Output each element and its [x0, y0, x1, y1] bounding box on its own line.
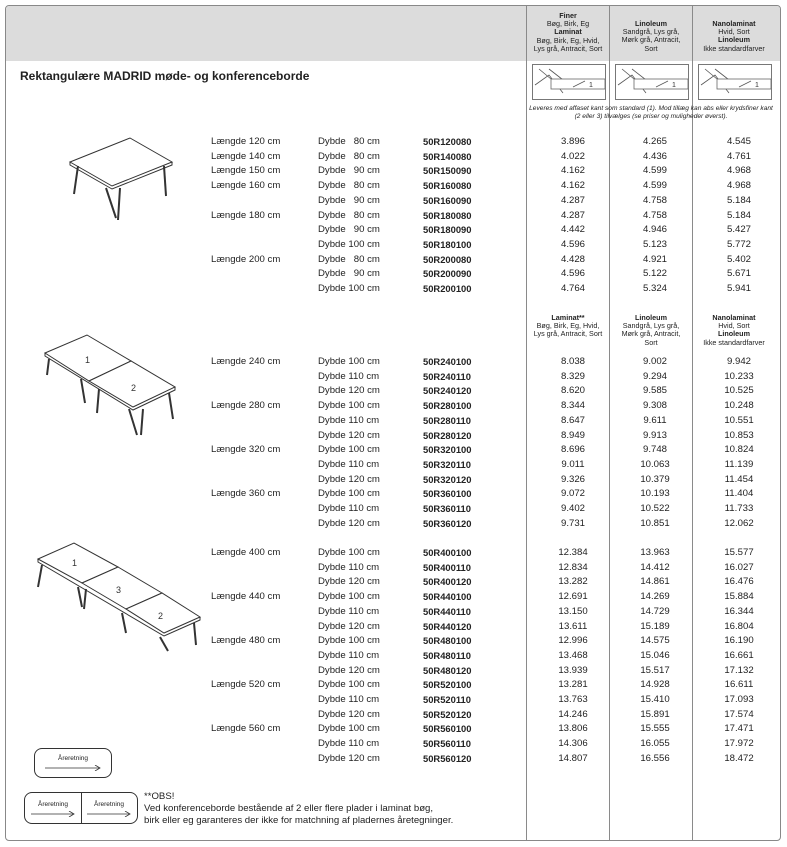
price-linoleum: 5.324 [642, 283, 667, 294]
length-cell: Længde 160 cm [211, 180, 281, 192]
product-code: 50R480120 [423, 664, 472, 676]
depth-cell: Dybde 110 cm [318, 458, 380, 470]
price-nanolaminat: 11.733 [724, 503, 754, 514]
header2-col-nanolaminat: Nanolaminat Hvid, Sort Linoleum Ikke standardfarver [703, 313, 765, 347]
product-code: 50R560120 [423, 752, 472, 764]
price-nanolaminat: 15.577 [724, 547, 754, 558]
length-cell: Længde 360 cm [211, 488, 281, 500]
depth-cell: Dybde 120 cm [318, 620, 380, 632]
depth-cell: Dybde 100 cm [318, 723, 380, 735]
price-nanolaminat: 10.525 [724, 385, 754, 397]
edge-note: Leveres med affaset kant som standard (1). Mod tillæg kan abs eller krydsfiner kant (2 eller 3) tilvælges (se priser og muligheder øverst). [529, 105, 773, 120]
product-code: 50R560100 [423, 723, 472, 735]
price-nanolaminat: 16.611 [724, 679, 754, 691]
depth-cell: Dybde 120 cm [318, 517, 380, 529]
product-code: 50R180090 [423, 224, 472, 236]
depth-cell: Dybde 90 cm [318, 224, 380, 236]
header2-col-laminat: Laminat** Bøg, Birk, Eg, Hvid, Lys grå, Antracit, Sort [533, 313, 603, 339]
product-code: 50R120080 [423, 136, 472, 147]
depth-cell: Dybde 120 cm [318, 752, 380, 764]
price-row [6, 620, 780, 634]
product-code: 50R320120 [423, 473, 472, 485]
product-code: 50R160080 [423, 180, 472, 192]
price-row [6, 179, 780, 193]
price-row [6, 634, 780, 648]
price-nanolaminat: 16.661 [724, 649, 754, 661]
product-code: 50R320100 [423, 444, 472, 456]
price-linoleum: 10.522 [640, 503, 670, 514]
product-code: 50R240120 [423, 385, 472, 397]
grain-direction-icon: Åreretning [34, 748, 112, 778]
depth-cell: Dybde 120 cm [318, 576, 380, 588]
depth-cell: Dybde 100 cm [318, 488, 380, 500]
price-linoleum: 10.063 [640, 458, 670, 470]
price-nanolaminat: 16.344 [724, 605, 754, 617]
price-linoleum: 9.913 [642, 429, 667, 441]
edge-profile-icon [698, 64, 772, 100]
price-laminat: 14.246 [558, 708, 588, 720]
price-linoleum: 4.265 [642, 136, 667, 147]
price-row [6, 502, 780, 516]
price-nanolaminat: 16.190 [724, 635, 754, 647]
depth-cell: Dybde 100 cm [318, 238, 380, 250]
length-cell: Længde 560 cm [211, 723, 281, 735]
price-laminat: 4.162 [560, 165, 585, 177]
price-row [6, 429, 780, 443]
price-laminat: 12.996 [558, 635, 588, 647]
price-laminat: 8.038 [560, 356, 585, 367]
depth-cell: Dybde 100 cm [318, 283, 380, 294]
edge-profile-icon [532, 64, 606, 100]
product-code: 50R360110 [423, 503, 471, 514]
price-laminat: 13.939 [558, 664, 588, 676]
price-row [6, 194, 780, 208]
price-laminat: 13.150 [558, 605, 588, 617]
depth-cell: Dybde 100 cm [318, 679, 380, 691]
depth-cell: Dybde 80 cm [318, 253, 380, 265]
product-code: 50R160090 [423, 194, 472, 206]
depth-cell: Dybde 80 cm [318, 209, 380, 221]
header-col-nanolaminat: Nanolaminat Hvid, Sort Linoleum Ikke standardfarver [703, 19, 765, 53]
price-linoleum: 9.308 [642, 400, 667, 412]
price-row [6, 678, 780, 692]
price-linoleum: 4.946 [642, 224, 667, 236]
product-code: 50R520100 [423, 679, 472, 691]
price-row [6, 209, 780, 223]
price-linoleum: 10.379 [640, 473, 670, 485]
price-nanolaminat: 18.472 [724, 752, 754, 764]
length-cell: Længde 200 cm [211, 253, 281, 265]
price-linoleum: 4.599 [642, 165, 667, 177]
price-linoleum: 9.748 [642, 444, 667, 456]
price-linoleum: 9.002 [642, 356, 667, 367]
price-nanolaminat: 11.139 [724, 458, 754, 470]
price-linoleum: 4.921 [642, 253, 667, 265]
header2-col-linoleum: Linoleum Sandgrå, Lys grå, Mørk grå, Antracit, Sort [621, 313, 681, 347]
depth-cell: Dybde 100 cm [318, 591, 380, 603]
price-row [6, 458, 780, 472]
price-laminat: 4.596 [560, 268, 585, 280]
depth-cell: Dybde 100 cm [318, 547, 380, 558]
svg-text:1: 1 [85, 355, 91, 365]
price-linoleum: 10.193 [640, 488, 670, 500]
product-code: 50R180080 [423, 209, 472, 221]
price-nanolaminat: 10.551 [724, 414, 754, 426]
product-code: 50R200090 [423, 268, 472, 280]
price-linoleum: 4.758 [642, 209, 667, 221]
length-cell: Længde 520 cm [211, 679, 281, 691]
price-row [6, 517, 780, 531]
price-nanolaminat: 4.761 [726, 150, 751, 162]
price-nanolaminat: 16.804 [724, 620, 754, 632]
product-code: 50R280120 [423, 429, 472, 441]
price-laminat: 4.428 [560, 253, 585, 265]
product-code: 50R320110 [423, 458, 471, 470]
product-code: 50R400100 [423, 547, 472, 558]
depth-cell: Dybde 110 cm [318, 738, 380, 750]
price-linoleum: 15.410 [640, 694, 670, 705]
product-code: 50R180100 [423, 238, 472, 250]
depth-cell: Dybde 120 cm [318, 708, 380, 720]
length-cell: Længde 480 cm [211, 635, 281, 647]
price-linoleum: 9.585 [642, 385, 667, 397]
svg-text:1: 1 [755, 82, 759, 89]
price-linoleum: 4.436 [642, 150, 667, 162]
price-nanolaminat: 11.454 [724, 473, 754, 485]
price-row [6, 267, 780, 281]
price-laminat: 13.281 [558, 679, 588, 691]
price-linoleum: 15.189 [640, 620, 670, 632]
price-laminat: 8.696 [560, 444, 585, 456]
price-laminat: 8.329 [560, 370, 585, 382]
price-laminat: 3.896 [560, 136, 585, 147]
price-row [6, 473, 780, 487]
price-row [6, 590, 780, 604]
price-linoleum: 14.575 [640, 635, 670, 647]
length-cell: Længde 320 cm [211, 444, 281, 456]
product-code: 50R360100 [423, 488, 472, 500]
price-nanolaminat: 12.062 [724, 517, 754, 529]
price-linoleum: 15.517 [640, 664, 670, 676]
length-cell: Længde 280 cm [211, 400, 281, 412]
price-laminat: 12.691 [558, 591, 588, 603]
price-laminat: 8.344 [560, 400, 585, 412]
price-linoleum: 5.123 [642, 238, 667, 250]
product-code: 50R520110 [423, 694, 471, 705]
price-nanolaminat: 5.184 [726, 194, 751, 206]
price-nanolaminat: 5.184 [726, 209, 751, 221]
price-nanolaminat: 17.093 [724, 694, 754, 705]
price-row [6, 546, 780, 560]
price-row [6, 737, 780, 751]
price-linoleum: 13.963 [640, 547, 670, 558]
product-code: 50R480110 [423, 649, 471, 661]
depth-cell: Dybde 120 cm [318, 429, 380, 441]
price-linoleum: 14.269 [640, 591, 670, 603]
product-code: 50R520120 [423, 708, 472, 720]
price-laminat: 14.807 [558, 752, 588, 764]
price-linoleum: 14.729 [640, 605, 670, 617]
price-nanolaminat: 16.476 [724, 576, 754, 588]
depth-cell: Dybde 120 cm [318, 385, 380, 397]
depth-cell: Dybde 90 cm [318, 194, 380, 206]
price-laminat: 14.306 [558, 738, 588, 750]
depth-cell: Dybde 90 cm [318, 165, 380, 177]
price-row [6, 443, 780, 457]
price-laminat: 8.647 [560, 414, 585, 426]
price-nanolaminat: 5.402 [726, 253, 751, 265]
price-laminat: 4.442 [560, 224, 585, 236]
price-laminat: 8.949 [560, 429, 585, 441]
depth-cell: Dybde 110 cm [318, 561, 380, 573]
price-linoleum: 9.611 [643, 414, 667, 426]
price-row [6, 150, 780, 164]
price-linoleum: 15.046 [640, 649, 670, 661]
price-laminat: 12.384 [558, 547, 588, 558]
product-code: 50R400120 [423, 576, 472, 588]
price-laminat: 4.596 [560, 238, 585, 250]
product-code: 50R280100 [423, 400, 472, 412]
depth-cell: Dybde 80 cm [318, 150, 380, 162]
price-laminat: 13.468 [558, 649, 588, 661]
price-row [6, 370, 780, 384]
price-nanolaminat: 4.968 [726, 165, 751, 177]
price-row [6, 238, 780, 252]
product-code: 50R200100 [423, 283, 472, 294]
svg-text:1: 1 [589, 82, 593, 89]
product-code: 50R440100 [423, 591, 472, 603]
depth-cell: Dybde 110 cm [318, 605, 380, 617]
price-nanolaminat: 4.545 [726, 136, 751, 147]
price-row [6, 399, 780, 413]
length-cell: Længde 400 cm [211, 547, 281, 558]
price-linoleum: 9.294 [642, 370, 667, 382]
product-code: 50R360120 [423, 517, 472, 529]
price-nanolaminat: 17.574 [724, 708, 754, 720]
price-row [6, 223, 780, 237]
grain-direction-icon: Åreretning Åreretning [24, 792, 138, 824]
length-cell: Længde 140 cm [211, 150, 281, 162]
price-nanolaminat: 10.248 [724, 400, 754, 412]
price-nanolaminat: 4.968 [726, 180, 751, 192]
svg-text:2: 2 [131, 383, 137, 393]
price-linoleum: 16.556 [640, 752, 670, 764]
price-linoleum: 15.891 [640, 708, 670, 720]
price-row [6, 253, 780, 267]
price-row [6, 752, 780, 766]
product-code: 50R240110 [423, 370, 471, 382]
product-code: 50R240100 [423, 356, 472, 367]
svg-text:1: 1 [72, 558, 78, 568]
price-row [6, 414, 780, 428]
price-nanolaminat: 10.824 [724, 444, 754, 456]
price-linoleum: 14.412 [640, 561, 670, 573]
price-linoleum: 15.555 [640, 723, 670, 735]
price-linoleum: 4.758 [642, 194, 667, 206]
price-laminat: 9.731 [560, 517, 585, 529]
price-laminat: 4.022 [560, 150, 585, 162]
svg-text:3: 3 [116, 585, 122, 595]
product-code: 50R150090 [423, 165, 472, 177]
price-laminat: 4.287 [560, 209, 585, 221]
svg-text:1: 1 [672, 82, 676, 89]
price-nanolaminat: 5.427 [726, 224, 751, 236]
depth-cell: Dybde 110 cm [318, 370, 380, 382]
depth-cell: Dybde 90 cm [318, 268, 380, 280]
product-code: 50R400110 [423, 561, 471, 573]
product-code: 50R440110 [423, 605, 471, 617]
price-laminat: 4.287 [560, 194, 585, 206]
price-nanolaminat: 5.772 [726, 238, 751, 250]
depth-cell: Dybde 120 cm [318, 473, 380, 485]
depth-cell: Dybde 110 cm [318, 503, 380, 514]
length-cell: Længde 120 cm [211, 136, 281, 147]
price-laminat: 13.763 [558, 694, 588, 705]
price-laminat: 13.611 [558, 620, 588, 632]
depth-cell: Dybde 120 cm [318, 664, 380, 676]
price-row [6, 693, 780, 707]
header-col-linoleum: Linoleum Sandgrå, Lys grå, Mørk grå, Antracit, Sort [621, 19, 681, 53]
price-nanolaminat: 5.941 [726, 283, 751, 294]
depth-cell: Dybde 110 cm [318, 414, 380, 426]
price-nanolaminat: 11.404 [724, 488, 754, 500]
svg-text:2: 2 [158, 611, 164, 621]
price-linoleum: 10.851 [640, 517, 670, 529]
price-row [6, 575, 780, 589]
price-linoleum: 5.122 [642, 268, 667, 280]
price-row [6, 708, 780, 722]
obs-note: **OBS! Ved konferenceborde bestående af 2 eller flere plader i laminat bøg, birk eller eg garanteres der ikke for matchning af pladernes åretegninger. [144, 791, 454, 826]
length-cell: Længde 180 cm [211, 209, 281, 221]
product-code: 50R560110 [423, 738, 471, 750]
price-nanolaminat: 17.972 [724, 738, 754, 750]
price-laminat: 4.764 [560, 283, 585, 294]
depth-cell: Dybde 80 cm [318, 180, 380, 192]
price-row [6, 282, 780, 296]
price-laminat: 9.326 [560, 473, 585, 485]
price-nanolaminat: 5.671 [726, 268, 751, 280]
depth-cell: Dybde 100 cm [318, 635, 380, 647]
product-code: 50R280110 [423, 414, 471, 426]
price-nanolaminat: 17.471 [724, 723, 754, 735]
price-row [6, 561, 780, 575]
price-nanolaminat: 9.942 [726, 356, 751, 367]
depth-cell: Dybde 110 cm [318, 694, 380, 705]
price-laminat: 8.620 [560, 385, 585, 397]
price-linoleum: 14.928 [640, 679, 670, 691]
price-row [6, 355, 780, 369]
price-linoleum: 4.599 [642, 180, 667, 192]
depth-cell: Dybde 100 cm [318, 356, 380, 367]
depth-cell: Dybde 100 cm [318, 400, 380, 412]
price-row [6, 605, 780, 619]
depth-cell: Dybde 110 cm [318, 649, 380, 661]
depth-cell: Dybde 100 cm [318, 444, 380, 456]
price-laminat: 9.402 [560, 503, 585, 514]
price-row [6, 135, 780, 149]
price-row [6, 487, 780, 501]
price-linoleum: 14.861 [640, 576, 670, 588]
price-laminat: 4.162 [560, 180, 585, 192]
price-sheet [5, 5, 781, 841]
price-row [6, 664, 780, 678]
page-title: Rektangulære MADRID møde- og konferenceborde [20, 69, 310, 83]
price-nanolaminat: 10.853 [724, 429, 754, 441]
price-nanolaminat: 17.132 [724, 664, 754, 676]
length-cell: Længde 440 cm [211, 591, 281, 603]
product-code: 50R440120 [423, 620, 472, 632]
price-laminat: 13.282 [558, 576, 588, 588]
depth-cell: Dybde 80 cm [318, 136, 380, 147]
product-code: 50R480100 [423, 635, 472, 647]
product-code: 50R200080 [423, 253, 472, 265]
price-nanolaminat: 10.233 [724, 370, 754, 382]
price-row [6, 722, 780, 736]
price-row [6, 649, 780, 663]
edge-profile-icon [615, 64, 689, 100]
price-laminat: 13.806 [558, 723, 588, 735]
price-row [6, 164, 780, 178]
price-laminat: 9.072 [560, 488, 585, 500]
price-nanolaminat: 16.027 [724, 561, 754, 573]
product-code: 50R140080 [423, 150, 472, 162]
price-row [6, 384, 780, 398]
length-cell: Længde 150 cm [211, 165, 281, 177]
price-laminat: 9.011 [561, 458, 585, 470]
price-linoleum: 16.055 [640, 738, 670, 750]
price-laminat: 12.834 [558, 561, 588, 573]
length-cell: Længde 240 cm [211, 356, 281, 367]
price-nanolaminat: 15.884 [724, 591, 754, 603]
header-col-finer: Finer Bøg, Birk, Eg Laminat Bøg, Birk, Eg, Hvid, Lys grå, Antracit, Sort [533, 11, 603, 53]
